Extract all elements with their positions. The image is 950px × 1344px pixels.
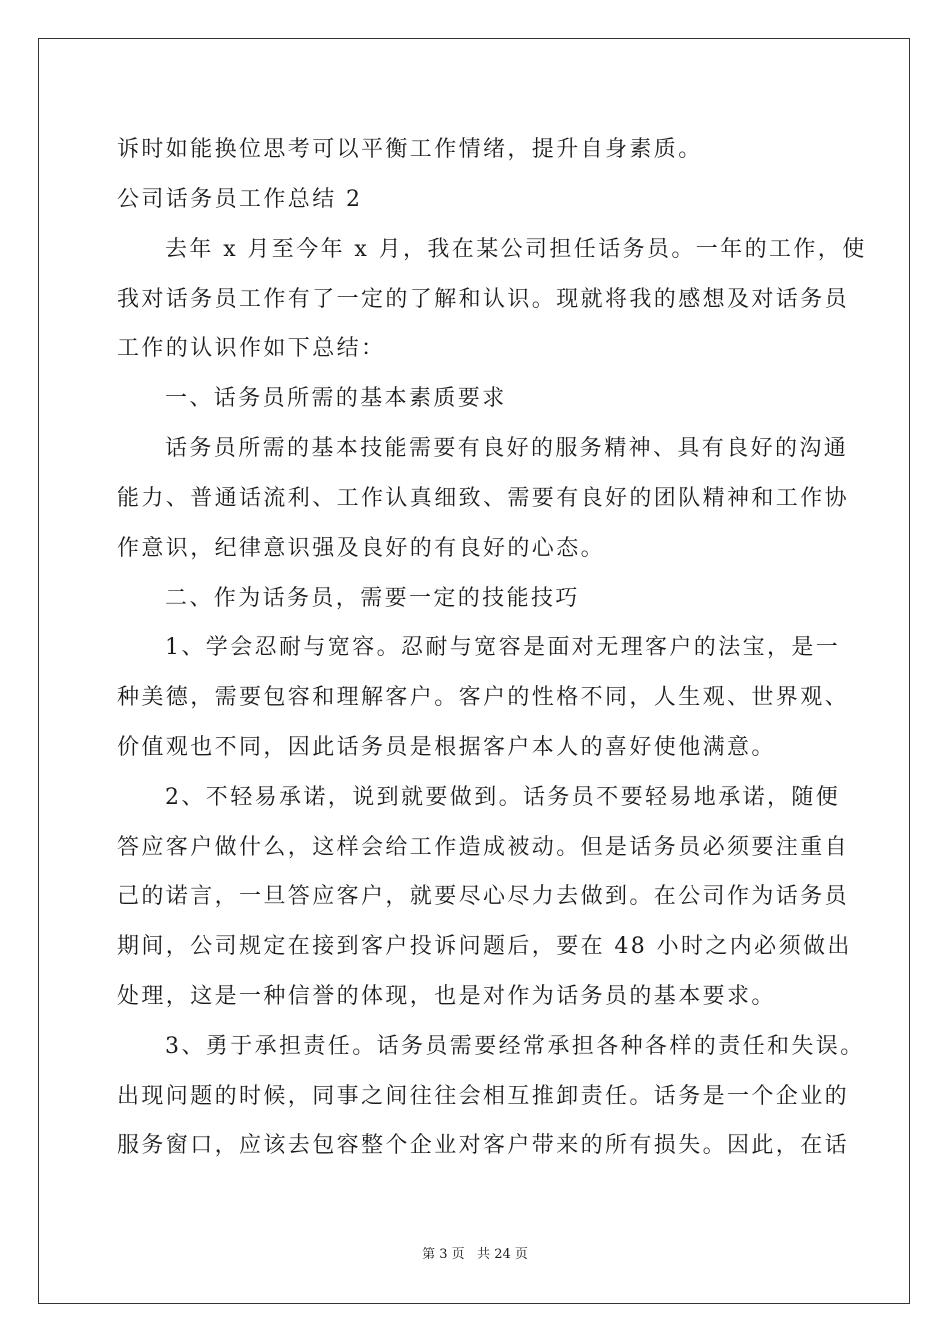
- subheading: 一、话务员所需的基本素质要求: [165, 386, 507, 411]
- text-line: 己的诺言，一旦答应客户，就要尽心尽力去做到。在公司作为话务员: [117, 884, 850, 909]
- text-line: 工作的认识作如下总结：: [117, 336, 386, 361]
- text-line: 作意识，纪律意识强及良好的有良好的心态。: [117, 536, 606, 561]
- text-line: 能力、普通话流利、工作认真细致、需要有良好的团队精神和工作协: [117, 486, 850, 511]
- text-line: 种美德，需要包容和理解客户。客户的性格不同，人生观、世界观、: [117, 685, 850, 710]
- text-line: 服务窗口，应该去包容整个企业对客户带来的所有损失。因此，在话: [117, 1133, 850, 1158]
- text-line: 价值观也不同，因此话务员是根据客户本人的喜好使他满意。: [117, 735, 776, 760]
- section-heading: 公司话务员工作总结 2: [117, 187, 363, 212]
- text-line: 答应客户做什么，这样会给工作造成被动。但是话务员必须要注重自: [117, 835, 850, 860]
- page-border: [38, 38, 910, 1304]
- text-line: 2、不轻易承诺，说到就要做到。话务员不要轻易地承诺，随便: [165, 785, 841, 810]
- text-line: 期间，公司规定在接到客户投诉问题后，要在 48 小时之内必须做出: [117, 934, 852, 959]
- text-line: 诉时如能换位思考可以平衡工作情绪，提升自身素质。: [117, 137, 703, 162]
- text-line: 1、学会忍耐与宽容。忍耐与宽容是面对无理客户的法宝，是一: [165, 635, 841, 660]
- page-footer: 第 3 页 共 24 页: [422, 1247, 528, 1262]
- text-line: 出现问题的时候，同事之间往往会相互推卸责任。话务是一个企业的: [117, 1084, 850, 1109]
- text-line: 处理，这是一种信誉的体现，也是对作为话务员的基本要求。: [117, 984, 776, 1009]
- text-line: 3、勇于承担责任。话务员需要经常承担各种各样的责任和失误。: [165, 1034, 865, 1059]
- text-line: 去年 x 月至今年 x 月，我在某公司担任话务员。一年的工作，使: [165, 237, 867, 262]
- subheading: 二、作为话务员，需要一定的技能技巧: [165, 586, 580, 611]
- text-line: 我对话务员工作有了一定的了解和认识。现就将我的感想及对话务员: [117, 287, 850, 312]
- text-line: 话务员所需的基本技能需要有良好的服务精神、具有良好的沟通: [165, 436, 849, 461]
